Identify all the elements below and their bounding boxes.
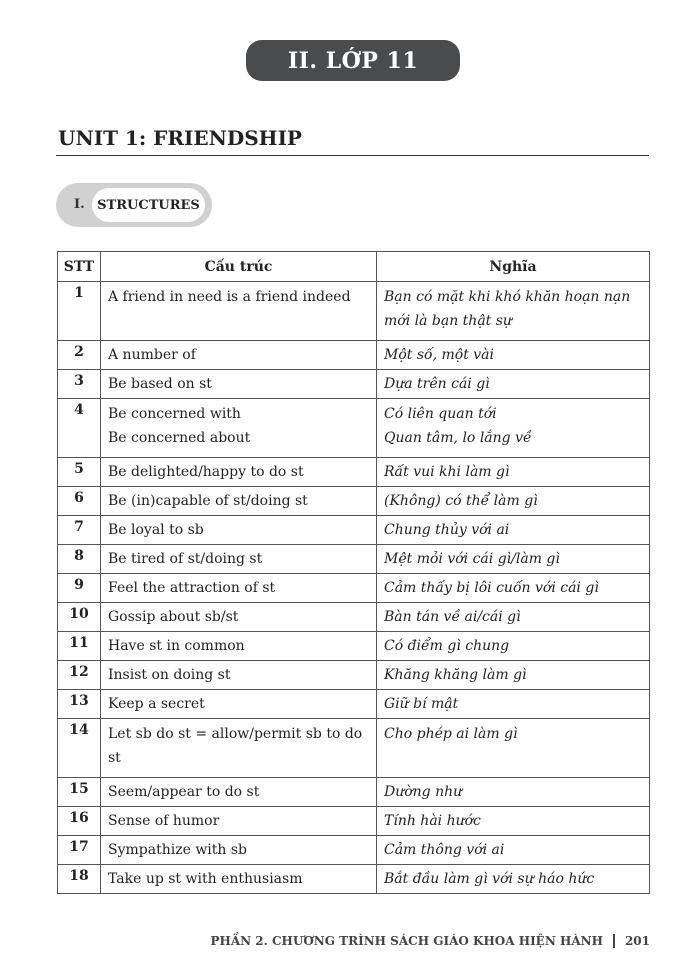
meaning-text: Dường như xyxy=(384,784,463,800)
section-heading xyxy=(56,183,212,227)
meaning-text: Quan tâm, lo lắng về xyxy=(384,430,532,446)
meaning-text: Bạn có mặt khi khó khăn hoạn nạn mới là bạn thật sự xyxy=(384,289,631,329)
meaning-text: Có điểm gì chung xyxy=(384,638,510,654)
structure-text: Take up st with enthusiasm xyxy=(108,871,303,887)
structure-text: Be loyal to sb xyxy=(108,522,204,538)
row-number: 15 xyxy=(58,778,101,807)
table-row xyxy=(58,516,650,545)
meaning-cell xyxy=(377,487,650,516)
meaning-text: Tính hài hước xyxy=(384,813,481,829)
structure-cell xyxy=(101,458,377,487)
page-footer xyxy=(210,934,650,948)
meaning-cell xyxy=(377,690,650,719)
structure-text: Have st in common xyxy=(108,638,245,654)
structure-cell xyxy=(101,807,377,836)
structure-cell xyxy=(101,516,377,545)
meaning-cell xyxy=(377,865,650,894)
table-row xyxy=(58,399,650,458)
structure-cell xyxy=(101,282,377,341)
meaning-text: Có liên quan tới xyxy=(384,406,497,422)
meaning-text: Bắt đầu làm gì với sự háo hức xyxy=(384,871,595,887)
structure-text: Sense of humor xyxy=(108,813,220,829)
row-number: 10 xyxy=(58,603,101,632)
table-body xyxy=(58,282,650,894)
structure-text: Sympathize with sb xyxy=(108,842,248,858)
row-number: 18 xyxy=(58,865,101,894)
meaning-text: Dựa trên cái gì xyxy=(384,376,490,392)
structure-text: A number of xyxy=(108,347,196,363)
structure-cell xyxy=(101,341,377,370)
row-number: 7 xyxy=(58,516,101,545)
meaning-cell xyxy=(377,661,650,690)
unit-title: UNIT 1: FRIENDSHIP xyxy=(58,126,302,150)
meaning-text: Một số, một vài xyxy=(384,347,495,363)
structure-cell xyxy=(101,487,377,516)
table-row xyxy=(58,865,650,894)
row-number: 6 xyxy=(58,487,101,516)
structure-cell xyxy=(101,370,377,399)
structure-text: Gossip about sb/st xyxy=(108,609,239,625)
row-number: 9 xyxy=(58,574,101,603)
table-row xyxy=(58,778,650,807)
structure-text: Let sb do st = allow/permit sb to do st xyxy=(108,726,363,766)
structure-cell xyxy=(101,719,377,778)
table-row xyxy=(58,690,650,719)
row-number: 1 xyxy=(58,282,101,341)
row-number: 11 xyxy=(58,632,101,661)
header-structure: Cấu trúc xyxy=(101,252,377,282)
structure-text: Be delighted/happy to do st xyxy=(108,464,304,480)
structure-cell xyxy=(101,661,377,690)
meaning-text: Giữ bí mật xyxy=(384,696,459,712)
unit-title-divider xyxy=(56,155,649,156)
row-number: 16 xyxy=(58,807,101,836)
structures-table xyxy=(57,251,650,894)
table-row xyxy=(58,545,650,574)
structure-text: Be concerned with xyxy=(108,406,241,422)
section-label: STRUCTURES xyxy=(92,188,205,222)
structure-text: Be (in)capable of st/doing st xyxy=(108,493,308,509)
row-number: 2 xyxy=(58,341,101,370)
structure-cell xyxy=(101,399,377,458)
structure-text: Be tired of st/doing st xyxy=(108,551,263,567)
row-number: 4 xyxy=(58,399,101,458)
table-row xyxy=(58,574,650,603)
header-meaning: Nghĩa xyxy=(377,252,650,282)
section-number: I. xyxy=(74,197,85,212)
table-row xyxy=(58,632,650,661)
meaning-cell xyxy=(377,574,650,603)
footer-separator xyxy=(613,934,615,948)
table-row xyxy=(58,458,650,487)
table-row xyxy=(58,836,650,865)
meaning-cell xyxy=(377,836,650,865)
table-row xyxy=(58,719,650,778)
meaning-text: (Không) có thể làm gì xyxy=(384,493,538,509)
header-stt: STT xyxy=(58,252,101,282)
meaning-cell xyxy=(377,778,650,807)
row-number: 3 xyxy=(58,370,101,399)
page-number: 201 xyxy=(624,934,650,948)
structure-text: Keep a secret xyxy=(108,696,205,712)
structure-text: Insist on doing st xyxy=(108,667,231,683)
row-number: 5 xyxy=(58,458,101,487)
structure-cell xyxy=(101,545,377,574)
structure-text: Be based on st xyxy=(108,376,212,392)
meaning-cell xyxy=(377,719,650,778)
table-header-row xyxy=(58,252,650,282)
structure-cell xyxy=(101,603,377,632)
meaning-text: Mệt mỏi với cái gì/làm gì xyxy=(384,551,560,567)
row-number: 13 xyxy=(58,690,101,719)
meaning-cell xyxy=(377,516,650,545)
meaning-cell xyxy=(377,603,650,632)
meaning-cell xyxy=(377,458,650,487)
table-row xyxy=(58,603,650,632)
table-row xyxy=(58,370,650,399)
table-row xyxy=(58,807,650,836)
table-row xyxy=(58,487,650,516)
row-number: 14 xyxy=(58,719,101,778)
structure-cell xyxy=(101,632,377,661)
table-row xyxy=(58,661,650,690)
meaning-cell xyxy=(377,370,650,399)
structure-cell xyxy=(101,574,377,603)
structure-cell xyxy=(101,865,377,894)
meaning-text: Rất vui khi làm gì xyxy=(384,464,510,480)
structure-cell xyxy=(101,778,377,807)
meaning-text: Chung thủy với ai xyxy=(384,522,510,538)
chapter-title: II. LỚP 11 xyxy=(287,47,419,74)
row-number: 17 xyxy=(58,836,101,865)
footer-section-title: PHẦN 2. CHƯƠNG TRÌNH SÁCH GIÁO KHOA HIỆN HÀNH xyxy=(210,934,603,948)
meaning-text: Bàn tán về ai/cái gì xyxy=(384,609,521,625)
meaning-text: Khăng khăng làm gì xyxy=(384,667,527,683)
structure-cell xyxy=(101,690,377,719)
meaning-cell xyxy=(377,282,650,341)
table-row xyxy=(58,341,650,370)
chapter-banner xyxy=(246,40,460,81)
row-number: 8 xyxy=(58,545,101,574)
meaning-cell xyxy=(377,399,650,458)
table-row xyxy=(58,282,650,341)
row-number: 12 xyxy=(58,661,101,690)
structure-cell xyxy=(101,836,377,865)
structure-text: A friend in need is a friend indeed xyxy=(108,289,351,305)
meaning-cell xyxy=(377,545,650,574)
meaning-text: Cảm thông với ai xyxy=(384,842,505,858)
meaning-text: Cho phép ai làm gì xyxy=(384,726,518,742)
meaning-cell xyxy=(377,341,650,370)
structure-text: Be concerned about xyxy=(108,430,251,446)
meaning-cell xyxy=(377,807,650,836)
structure-text: Seem/appear to do st xyxy=(108,784,260,800)
meaning-cell xyxy=(377,632,650,661)
meaning-text: Cảm thấy bị lôi cuốn với cái gì xyxy=(384,580,599,596)
structure-text: Feel the attraction of st xyxy=(108,580,276,596)
